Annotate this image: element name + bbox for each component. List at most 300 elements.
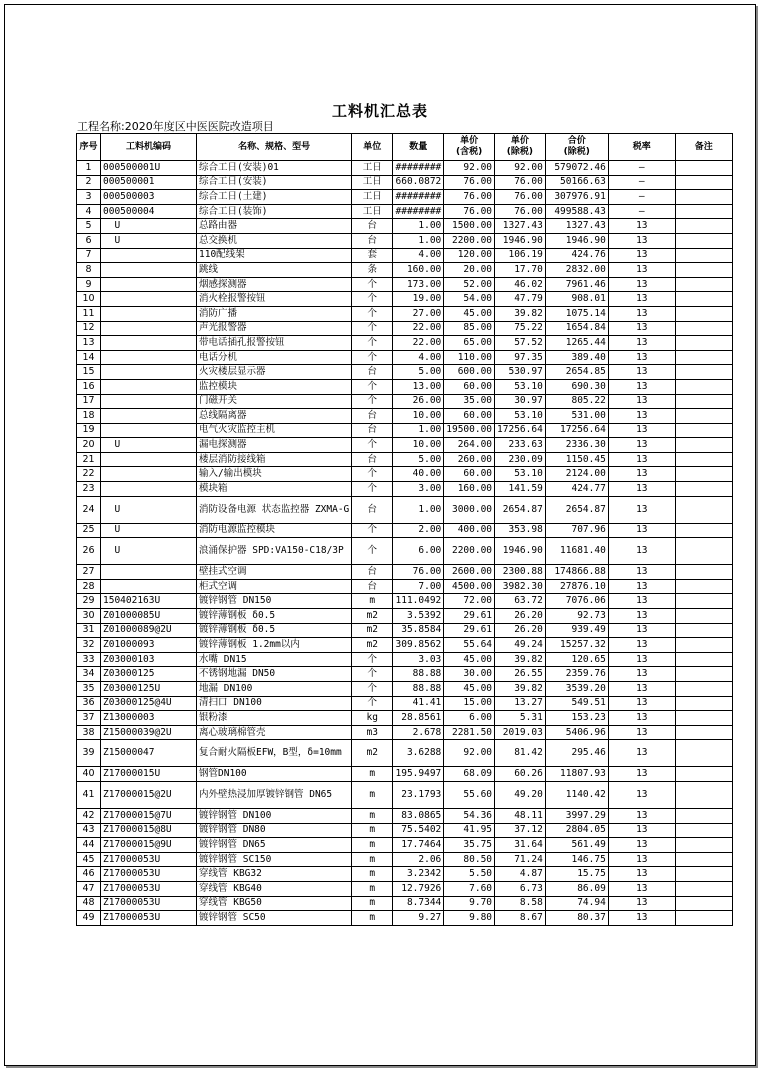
row-no: 29 <box>77 594 101 609</box>
row-no: 33 <box>77 652 101 667</box>
row-no: 3 <box>77 190 101 205</box>
row-no: 16 <box>77 379 101 394</box>
row-code: U <box>101 219 197 234</box>
row-price-tax: 3000.00 <box>444 496 495 523</box>
row-code <box>101 565 197 580</box>
row-qty: 27.00 <box>393 306 444 321</box>
row-unit: m <box>352 767 393 782</box>
row-unit: 个 <box>352 696 393 711</box>
row-price-tax: 52.00 <box>444 277 495 292</box>
row-price-tax: 76.00 <box>444 190 495 205</box>
row-total: 15257.32 <box>545 638 608 653</box>
table-row <box>77 248 733 263</box>
row-qty: ######## <box>393 190 444 205</box>
row-name: 电话分机 <box>197 350 352 365</box>
table-row <box>77 219 733 234</box>
row-price-notax: 92.00 <box>495 161 546 176</box>
row-no: 42 <box>77 808 101 823</box>
row-rate: 13 <box>608 838 675 853</box>
row-rate: 13 <box>608 867 675 882</box>
row-no: 27 <box>77 565 101 580</box>
table-row <box>77 823 733 838</box>
header-no: 序号 <box>77 134 101 161</box>
row-total: 424.76 <box>545 248 608 263</box>
row-qty: 160.00 <box>393 263 444 278</box>
row-rate: — <box>608 161 675 176</box>
row-name: 监控模块 <box>197 379 352 394</box>
header-price-tax: 单价 (含税) <box>444 134 495 161</box>
row-no: 11 <box>77 306 101 321</box>
table-row <box>77 881 733 896</box>
row-no: 2 <box>77 175 101 190</box>
row-price-notax: 2654.87 <box>495 496 546 523</box>
row-price-notax: 106.19 <box>495 248 546 263</box>
row-qty: 35.8584 <box>393 623 444 638</box>
table-row <box>77 896 733 911</box>
row-unit: 台 <box>352 565 393 580</box>
row-price-notax: 1946.90 <box>495 233 546 248</box>
row-qty: 76.00 <box>393 565 444 580</box>
row-price-tax: 110.00 <box>444 350 495 365</box>
row-name: 复合耐火隔板EFW，B型，δ=10mm <box>197 740 352 767</box>
row-code <box>101 452 197 467</box>
row-name: 烟感探测器 <box>197 277 352 292</box>
row-unit: 个 <box>352 394 393 409</box>
row-rate: 13 <box>608 233 675 248</box>
row-rate: 13 <box>608 379 675 394</box>
row-note <box>675 538 732 565</box>
row-note <box>675 579 732 594</box>
row-note <box>675 263 732 278</box>
row-name: 钢管DN100 <box>197 767 352 782</box>
row-unit: m <box>352 781 393 808</box>
table-row <box>77 336 733 351</box>
table-row <box>77 579 733 594</box>
row-price-notax: 8.67 <box>495 911 546 926</box>
row-note <box>675 248 732 263</box>
row-code: Z17000015@8U <box>101 823 197 838</box>
row-code: Z13000003 <box>101 711 197 726</box>
row-no: 35 <box>77 682 101 697</box>
table-row <box>77 190 733 205</box>
row-code <box>101 467 197 482</box>
row-unit: m3 <box>352 725 393 740</box>
row-name: 声光报警器 <box>197 321 352 336</box>
row-rate: 13 <box>608 638 675 653</box>
row-price-tax: 120.00 <box>444 248 495 263</box>
row-note <box>675 336 732 351</box>
table-row <box>77 523 733 538</box>
row-total: 2804.05 <box>545 823 608 838</box>
row-price-tax: 20.00 <box>444 263 495 278</box>
row-qty: 173.00 <box>393 277 444 292</box>
row-name: 火灾楼层显示器 <box>197 365 352 380</box>
row-total: 7076.06 <box>545 594 608 609</box>
row-qty: 5.00 <box>393 452 444 467</box>
row-price-notax: 5.31 <box>495 711 546 726</box>
row-qty: 309.8562 <box>393 638 444 653</box>
table-row <box>77 467 733 482</box>
row-qty: 2.06 <box>393 852 444 867</box>
row-rate: 13 <box>608 696 675 711</box>
row-no: 13 <box>77 336 101 351</box>
row-price-tax: 54.36 <box>444 808 495 823</box>
row-price-tax: 264.00 <box>444 438 495 453</box>
row-total: 939.49 <box>545 623 608 638</box>
row-no: 40 <box>77 767 101 782</box>
row-note <box>675 409 732 424</box>
row-code <box>101 409 197 424</box>
row-note <box>675 852 732 867</box>
row-code: U <box>101 523 197 538</box>
row-price-notax: 49.20 <box>495 781 546 808</box>
row-unit: 个 <box>352 523 393 538</box>
row-price-tax: 29.61 <box>444 609 495 624</box>
table-row <box>77 565 733 580</box>
row-rate: 13 <box>608 781 675 808</box>
row-total: 80.37 <box>545 911 608 926</box>
row-code: 000500001 <box>101 175 197 190</box>
row-price-tax: 45.00 <box>444 306 495 321</box>
row-name: 内外壁热浸加厚镀锌钢管 DN65 <box>197 781 352 808</box>
row-name: 综合工日(装饰) <box>197 204 352 219</box>
row-code: Z03000103 <box>101 652 197 667</box>
row-name: 110配线架 <box>197 248 352 263</box>
table-row <box>77 452 733 467</box>
row-name: 消火栓报警按钮 <box>197 292 352 307</box>
row-note <box>675 277 732 292</box>
row-total: 27876.10 <box>545 579 608 594</box>
row-code: Z15000047 <box>101 740 197 767</box>
table-row <box>77 638 733 653</box>
table-row <box>77 838 733 853</box>
header-name: 名称、规格、型号 <box>197 134 352 161</box>
row-price-notax: 53.10 <box>495 409 546 424</box>
row-price-notax: 49.24 <box>495 638 546 653</box>
row-unit: 台 <box>352 365 393 380</box>
row-total: 1327.43 <box>545 219 608 234</box>
row-code <box>101 263 197 278</box>
table-row <box>77 292 733 307</box>
header-qty: 数量 <box>393 134 444 161</box>
table-row <box>77 652 733 667</box>
row-name: 镀锌钢管 DN100 <box>197 808 352 823</box>
row-price-tax: 41.95 <box>444 823 495 838</box>
row-price-notax: 17256.64 <box>495 423 546 438</box>
row-no: 45 <box>77 852 101 867</box>
row-total: 86.09 <box>545 881 608 896</box>
row-note <box>675 292 732 307</box>
row-total: 1140.42 <box>545 781 608 808</box>
row-price-notax: 6.73 <box>495 881 546 896</box>
row-unit: m <box>352 823 393 838</box>
row-note <box>675 638 732 653</box>
row-total: 805.22 <box>545 394 608 409</box>
row-unit: m <box>352 808 393 823</box>
row-name: 镀锌钢管 DN150 <box>197 594 352 609</box>
row-name: 漏电探测器 <box>197 438 352 453</box>
row-no: 49 <box>77 911 101 926</box>
row-qty: 88.88 <box>393 682 444 697</box>
row-note <box>675 781 732 808</box>
table-row <box>77 423 733 438</box>
table-row <box>77 496 733 523</box>
row-price-tax: 60.00 <box>444 379 495 394</box>
table-row <box>77 263 733 278</box>
row-rate: 13 <box>608 911 675 926</box>
row-no: 32 <box>77 638 101 653</box>
row-unit: 工日 <box>352 204 393 219</box>
row-note <box>675 609 732 624</box>
row-price-tax: 400.00 <box>444 523 495 538</box>
row-name: 镀锌钢管 DN80 <box>197 823 352 838</box>
table-row <box>77 350 733 365</box>
row-unit: m <box>352 881 393 896</box>
row-qty: 23.1793 <box>393 781 444 808</box>
row-qty: 7.00 <box>393 579 444 594</box>
row-qty: 2.00 <box>393 523 444 538</box>
row-price-tax: 5.50 <box>444 867 495 882</box>
row-note <box>675 161 732 176</box>
row-unit: m2 <box>352 609 393 624</box>
row-qty: 111.0492 <box>393 594 444 609</box>
row-price-tax: 92.00 <box>444 161 495 176</box>
row-price-notax: 37.12 <box>495 823 546 838</box>
row-name: 楼层消防接线箱 <box>197 452 352 467</box>
row-unit: m2 <box>352 623 393 638</box>
table-header-row <box>77 134 733 161</box>
row-total: 579072.46 <box>545 161 608 176</box>
row-qty: 26.00 <box>393 394 444 409</box>
row-qty: 28.8561 <box>393 711 444 726</box>
row-price-notax: 46.02 <box>495 277 546 292</box>
table-row <box>77 781 733 808</box>
table-row <box>77 394 733 409</box>
table-row <box>77 808 733 823</box>
spreadsheet-page <box>4 4 756 1066</box>
row-total: 1265.44 <box>545 336 608 351</box>
row-no: 21 <box>77 452 101 467</box>
row-code <box>101 579 197 594</box>
row-qty: 1.00 <box>393 219 444 234</box>
row-unit: 台 <box>352 219 393 234</box>
row-rate: 13 <box>608 881 675 896</box>
row-price-notax: 31.64 <box>495 838 546 853</box>
row-qty: 12.7926 <box>393 881 444 896</box>
header-price-notax: 单价 (除税) <box>495 134 546 161</box>
row-code <box>101 423 197 438</box>
row-total: 690.30 <box>545 379 608 394</box>
row-rate: 13 <box>608 277 675 292</box>
row-code <box>101 336 197 351</box>
row-total: 2654.87 <box>545 496 608 523</box>
row-qty: 17.7464 <box>393 838 444 853</box>
row-no: 41 <box>77 781 101 808</box>
row-price-tax: 1500.00 <box>444 219 495 234</box>
row-no: 8 <box>77 263 101 278</box>
row-unit: 台 <box>352 409 393 424</box>
row-name: 总交换机 <box>197 233 352 248</box>
row-qty: 83.0865 <box>393 808 444 823</box>
row-unit: 个 <box>352 277 393 292</box>
row-rate: 13 <box>608 896 675 911</box>
row-unit: 个 <box>352 321 393 336</box>
row-code <box>101 277 197 292</box>
row-qty: 1.00 <box>393 233 444 248</box>
table-row <box>77 538 733 565</box>
row-qty: 75.5402 <box>393 823 444 838</box>
row-no: 47 <box>77 881 101 896</box>
row-unit: kg <box>352 711 393 726</box>
row-qty: 660.0872 <box>393 175 444 190</box>
row-price-tax: 30.00 <box>444 667 495 682</box>
row-note <box>675 233 732 248</box>
row-note <box>675 911 732 926</box>
row-rate: — <box>608 190 675 205</box>
row-rate: 13 <box>608 467 675 482</box>
row-unit: 个 <box>352 306 393 321</box>
row-rate: 13 <box>608 263 675 278</box>
header-note: 备注 <box>675 134 732 161</box>
row-price-tax: 600.00 <box>444 365 495 380</box>
row-price-tax: 4500.00 <box>444 579 495 594</box>
row-rate: 13 <box>608 740 675 767</box>
row-price-notax: 2300.88 <box>495 565 546 580</box>
row-rate: 13 <box>608 711 675 726</box>
row-code: 000500003 <box>101 190 197 205</box>
row-name: 消防设备电源 状态监控器 ZXMA-G <box>197 496 352 523</box>
row-no: 28 <box>77 579 101 594</box>
row-unit: m <box>352 911 393 926</box>
row-no: 46 <box>77 867 101 882</box>
table-row <box>77 365 733 380</box>
row-name: 穿线管 KBG32 <box>197 867 352 882</box>
row-unit: 台 <box>352 496 393 523</box>
row-price-tax: 54.00 <box>444 292 495 307</box>
row-price-notax: 8.58 <box>495 896 546 911</box>
row-no: 31 <box>77 623 101 638</box>
row-price-tax: 160.00 <box>444 482 495 497</box>
table-row <box>77 277 733 292</box>
row-unit: m <box>352 852 393 867</box>
row-price-notax: 26.20 <box>495 609 546 624</box>
row-rate: 13 <box>608 336 675 351</box>
row-qty: 3.03 <box>393 652 444 667</box>
row-code: 000500001U <box>101 161 197 176</box>
row-no: 18 <box>77 409 101 424</box>
row-no: 34 <box>77 667 101 682</box>
row-rate: 13 <box>608 438 675 453</box>
table-row <box>77 767 733 782</box>
header-rate: 税率 <box>608 134 675 161</box>
row-note <box>675 696 732 711</box>
row-no: 43 <box>77 823 101 838</box>
row-name: 带电话插孔报警按钮 <box>197 336 352 351</box>
row-unit: m <box>352 896 393 911</box>
row-note <box>675 808 732 823</box>
row-rate: 13 <box>608 538 675 565</box>
table-row <box>77 911 733 926</box>
row-code <box>101 292 197 307</box>
row-code: Z17000015@7U <box>101 808 197 823</box>
row-code <box>101 365 197 380</box>
row-price-tax: 92.00 <box>444 740 495 767</box>
row-rate: 13 <box>608 623 675 638</box>
table-row <box>77 438 733 453</box>
row-note <box>675 219 732 234</box>
row-note <box>675 896 732 911</box>
row-total: 153.23 <box>545 711 608 726</box>
row-qty: 6.00 <box>393 538 444 565</box>
row-code: Z17000053U <box>101 867 197 882</box>
row-price-notax: 2019.03 <box>495 725 546 740</box>
row-note <box>675 711 732 726</box>
row-price-tax: 72.00 <box>444 594 495 609</box>
row-price-tax: 76.00 <box>444 204 495 219</box>
row-unit: 工日 <box>352 161 393 176</box>
row-total: 531.00 <box>545 409 608 424</box>
row-unit: 台 <box>352 579 393 594</box>
row-rate: 13 <box>608 423 675 438</box>
row-note <box>675 438 732 453</box>
row-code: Z03000125 <box>101 667 197 682</box>
row-total: 499588.43 <box>545 204 608 219</box>
row-no: 25 <box>77 523 101 538</box>
row-code: U <box>101 496 197 523</box>
row-price-notax: 53.10 <box>495 467 546 482</box>
table-row <box>77 682 733 697</box>
row-price-notax: 233.63 <box>495 438 546 453</box>
row-price-notax: 26.55 <box>495 667 546 682</box>
row-rate: 13 <box>608 823 675 838</box>
row-unit: 个 <box>352 292 393 307</box>
row-price-tax: 2200.00 <box>444 233 495 248</box>
row-no: 6 <box>77 233 101 248</box>
row-no: 19 <box>77 423 101 438</box>
row-name: 输入/输出模块 <box>197 467 352 482</box>
row-price-notax: 63.72 <box>495 594 546 609</box>
row-rate: 13 <box>608 594 675 609</box>
row-rate: 13 <box>608 365 675 380</box>
row-name: 柜式空调 <box>197 579 352 594</box>
row-price-notax: 4.87 <box>495 867 546 882</box>
row-qty: 8.7344 <box>393 896 444 911</box>
row-qty: 3.2342 <box>393 867 444 882</box>
row-price-notax: 230.09 <box>495 452 546 467</box>
row-total: 1075.14 <box>545 306 608 321</box>
row-total: 74.94 <box>545 896 608 911</box>
row-price-tax: 68.09 <box>444 767 495 782</box>
row-note <box>675 190 732 205</box>
row-rate: 13 <box>608 452 675 467</box>
row-note <box>675 423 732 438</box>
row-unit: 个 <box>352 682 393 697</box>
row-code: 150402163U <box>101 594 197 609</box>
row-price-tax: 9.70 <box>444 896 495 911</box>
row-rate: — <box>608 175 675 190</box>
row-note <box>675 452 732 467</box>
row-price-tax: 19500.00 <box>444 423 495 438</box>
row-qty: 9.27 <box>393 911 444 926</box>
row-no: 36 <box>77 696 101 711</box>
row-qty: 19.00 <box>393 292 444 307</box>
row-name: 浪涌保护器 SPD:VA150-C18/3P <box>197 538 352 565</box>
row-total: 549.51 <box>545 696 608 711</box>
row-price-notax: 13.27 <box>495 696 546 711</box>
row-price-notax: 1946.90 <box>495 538 546 565</box>
row-price-notax: 57.52 <box>495 336 546 351</box>
row-price-tax: 2600.00 <box>444 565 495 580</box>
